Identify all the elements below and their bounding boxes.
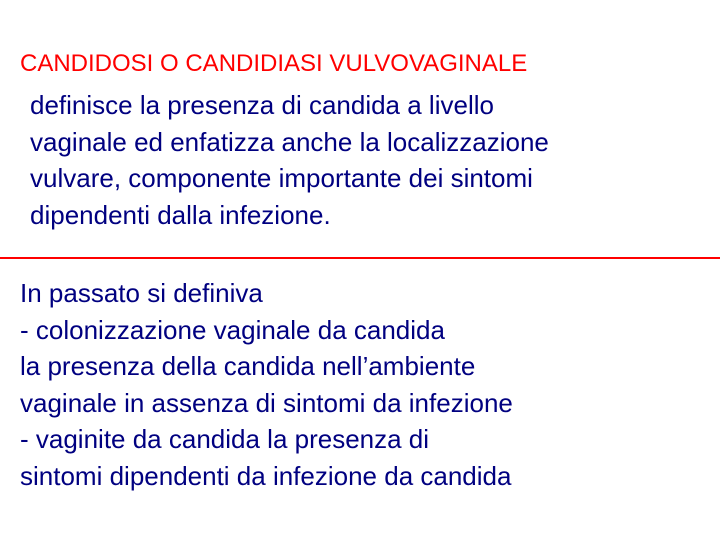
history-text xyxy=(20,275,513,494)
divider-line xyxy=(0,257,720,259)
history-line: sintomi dipendenti da infezione da candida xyxy=(20,460,512,491)
definition-line: vaginale ed enfatizza anche la localizzazione xyxy=(30,126,549,157)
definition-line: definisce la presenza di candida a livello xyxy=(30,90,494,120)
history-line: la presenza della candida nell’ambiente xyxy=(20,351,476,381)
definition-text xyxy=(30,87,549,233)
history-line: vaginale in assenza di sintomi da infezione xyxy=(20,387,513,418)
history-line: - vaginite da candida la presenza di xyxy=(20,424,430,454)
slide-title: CANDIDOSI O CANDIDIASI VULVOVAGINALE xyxy=(20,50,528,77)
definition-line: dipendenti dalla infezione. xyxy=(30,199,331,230)
history-line: In passato si definiva xyxy=(20,278,263,308)
definition-line: vulvare, componente importante dei sintomi xyxy=(30,163,533,193)
history-line: - colonizzazione vaginale da candida xyxy=(20,314,445,345)
